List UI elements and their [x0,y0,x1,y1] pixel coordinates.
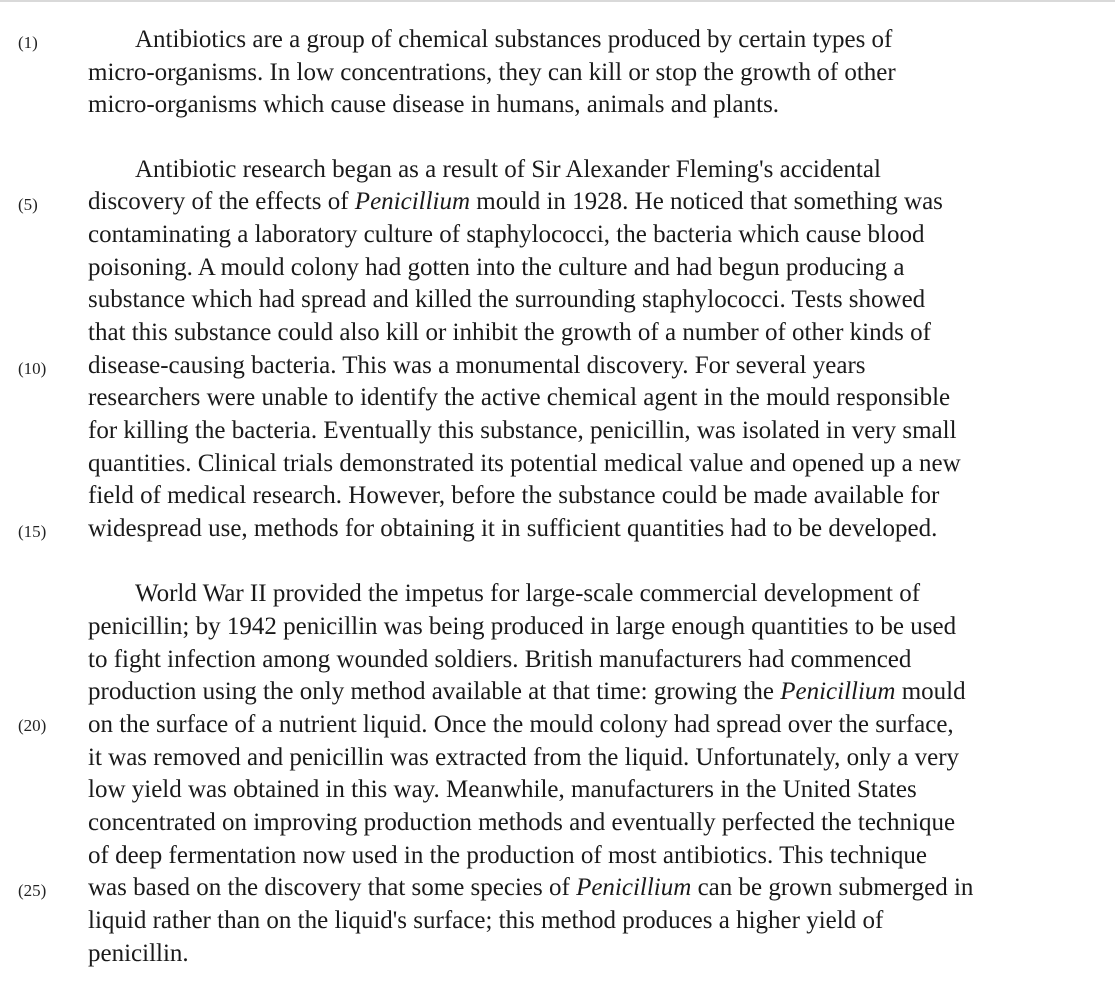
text-line: micro-organisms. In low concentrations, they can kill or stop the growth of other [88,59,896,86]
text-segment: mould in 1928. He noticed that something was [470,188,943,215]
line-number: (5) [18,195,38,214]
text-line: for killing the bacteria. Eventually this substance, penicillin, was isolated in very small [88,417,957,444]
italic-term: Penicillium [576,874,692,901]
text-line: on the surface of a nutrient liquid. Once the mould colony had spread over the surface, [88,711,954,738]
line-number: (15) [18,522,47,541]
text-line: micro-organisms which cause disease in humans, animals and plants. [88,91,780,118]
text-line: Antibiotic research began as a result of Sir Alexander Fleming's accidental [135,156,881,183]
line-number: (25) [18,881,47,900]
text-line [88,676,966,708]
text-segment: discovery of the effects of [88,188,355,215]
text-segment: was based on the discovery that some species of [88,874,577,901]
text-line: quantities. Clinical trials demonstrated its potential medical value and opened up a new [88,450,961,477]
text-line [88,872,973,904]
text-line: researchers were unable to identify the active chemical agent in the mould responsible [88,384,951,411]
text-line: penicillin. [88,940,189,967]
line-number: (20) [18,716,47,735]
text-line: disease-causing bacteria. This was a monumental discovery. For several years [88,352,866,379]
line-number: (1) [18,33,38,52]
text-line: low yield was obtained in this way. Meanwhile, manufacturers in the United States [88,776,917,803]
text-line: of deep fermentation now used in the production of most antibiotics. This technique [88,842,927,869]
text-line: it was removed and penicillin was extracted from the liquid. Unfortunately, only a very [88,744,960,771]
text-line: World War II provided the impetus for large-scale commercial development of [135,580,921,607]
text-line: Antibiotics are a group of chemical substances produced by certain types of [135,26,893,53]
text-line: contaminating a laboratory culture of staphylococci, the bacteria which cause blood [88,221,925,248]
text-line: field of medical research. However, before the substance could be made available for [88,482,940,509]
text-line: to fight infection among wounded soldiers. British manufacturers had commenced [88,646,912,673]
text-line: penicillin; by 1942 penicillin was being produced in large enough quantities to be used [88,613,957,640]
text-line: concentrated on improving production methods and eventually perfected the technique [88,809,956,836]
text-line: liquid rather than on the liquid's surface; this method produces a higher yield of [88,907,884,934]
italic-term: Penicillium [354,188,471,215]
text-line: substance which had spread and killed the surrounding staphylococci. Tests showed [88,286,926,313]
text-segment: production using the only method available at that time: growing the [88,678,781,705]
text-line [88,186,943,218]
line-number: (10) [18,359,47,378]
text-segment: mould [895,678,966,705]
italic-term: Penicillium [780,678,896,705]
text-line: widespread use, methods for obtaining it in sufficient quantities had to be developed. [88,515,938,542]
top-border [0,0,1115,2]
text-segment: can be grown submerged in [691,874,974,901]
text-line: that this substance could also kill or inhibit the growth of a number of other kinds of [88,319,931,346]
text-line: poisoning. A mould colony had gotten into the culture and had begun producing a [88,254,905,281]
